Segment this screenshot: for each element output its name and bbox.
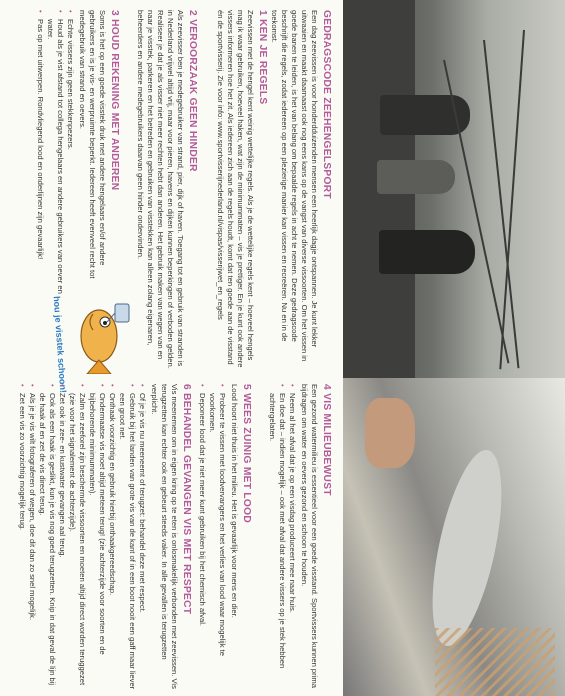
section-4-list xyxy=(267,384,297,690)
fish-shape xyxy=(419,444,515,651)
landing-net xyxy=(435,628,555,696)
section-1 xyxy=(213,10,269,374)
list-item: • Houd als je vist afstand tot collega hengelaars en andere gebruikers van oever en water. xyxy=(45,10,65,296)
list-item: • Deponeer lood dat je niet meer kunt gebruiken bij het chemisch afval. xyxy=(197,384,207,690)
section-4 xyxy=(265,384,333,690)
section-4-title: 4 VIS MILIEUBEWUST xyxy=(321,384,332,496)
list-item: • Zet een vis zo voorzichtig mogelijk terug. xyxy=(17,384,27,690)
section-5-title: 5 WEES ZUINIG MET LOOD xyxy=(241,384,252,524)
anglers-boat-photo xyxy=(343,0,565,378)
fish-in-net-photo xyxy=(343,378,565,696)
section-3-body: Soms is het op een goede visstek druk met andere hengelaars en/of andere gebruikers en is je vis- en werpruimte beperkt. Iedereen heeft evenveel recht tot medegebruik van strand en oevers. xyxy=(78,10,107,279)
section-6 xyxy=(15,384,193,690)
intro-title: GEDRAGSCODE ZEEHENGELSPORT xyxy=(321,10,332,199)
list-item: • Echte vissers zijn geen stekkenpezers. xyxy=(65,10,75,296)
section-5 xyxy=(195,384,253,690)
angler-figure xyxy=(379,230,475,274)
section-6-list xyxy=(17,384,147,690)
list-item: • Onthaak voorzichtig en gebruik hierbij onthaakgereedschap. xyxy=(107,384,117,690)
list-item: • Ook als een haak is geslikt, kun je vis nog goed terugzetten. Knip in dat geval de lijn bij de haak af en zet de vis direct terug. xyxy=(37,384,57,690)
section-4-body: Een gezond watermilieu is essentieel voor een goede visstand. Sportvissers kunnen prima bijdragen om water en oevers gezond en schoon te houden. xyxy=(300,384,319,688)
fish-mascot-illustration xyxy=(67,300,137,374)
section-3 xyxy=(33,10,121,296)
list-item: • Probeer te vissen met loodvervangers en het verlies van lood waar mogelijk te voorkomen. xyxy=(207,384,227,690)
section-2 xyxy=(133,10,199,374)
section-2-body: Als zeevisser ben je medegebruiker van strand, pier, dijk of haven. Toegang tot en gebruik van stranden is in Nederland vrijwel altijd vrij, maar voor pieren, havens en dijken kunnen beperkingen of verboden gelden. Realiseer je dat je als visser niet meer rechten hebt dan anderen. Het gebruik maken van wegen van en naar je visstek, parkeren en het betreden en gebruiken van visstekken kan alleen zolang eigenaren, beheerders en andere medegebruikers daarvan geen hinder ondervinden. xyxy=(136,10,185,369)
section-1-body: Zeevissen met de hengel kent weinig wettelijke regels. Als je de wettelijke regels kent – hoeveel hengels mag ik waar gebruiken, hoeveel haken, wat zijn de minimummaten – vis je prettiger. En je kunt ook andere vissers informeren hoe het zit. Als iedereen zich aan de regels houdt, komt dat ten goede aan de visstand én de sportvisserij. Zie voor info: www.sportvisserijnederland.nl/vispas/visserijwet_en_regels xyxy=(216,10,255,368)
angler-figure xyxy=(377,160,455,194)
section-6-body: Vis meenemen om in eigen kring op te eten is onlosmakelijk verbonden met zeevissen. Vis terugzetten kan echter ook en gebeurt steeds vaker. In alle gevallen is terugzetten verplicht. xyxy=(150,384,179,689)
list-item: • Als je je vis wilt fotograferen of wegen, doe dit dan zo snel mogelijk. xyxy=(27,384,37,690)
slogan-text: hou je visstek schoon! xyxy=(51,295,69,394)
list-item: • Gebruik bij het landen van grote vis van de kant of in een boot nooit een gaff maar liever een groot net. xyxy=(117,384,137,690)
intro-block xyxy=(267,10,333,374)
section-5-list xyxy=(197,384,227,690)
fishing-rod xyxy=(483,40,519,368)
section-3-title: 3 HOUD REKENING MET ANDEREN xyxy=(109,10,120,191)
section-1-title: 1 KEN JE REGELS xyxy=(257,10,268,105)
section-3-list xyxy=(35,10,75,296)
section-6-title: 6 BEHANDEL GEVANGEN VIS MET RESPECT xyxy=(181,384,192,615)
intro-body: Een dag zeevissen is voor honderdduizenden mensen een heerlijk dagje ontspannen. Je kunt lekker uitwaaien en maakt daarnaast ook nog eens kans op de vangst van diverse vissoorten. Om het vissen in goede banen te leiden, is het van belang om bepaalde regels in acht te nemen. Deze gedragscode beschrijft die regels, zodat iedereen op een plezierige manier kan vissen en recreëren. Nu en in de toekomst. xyxy=(270,10,319,362)
list-item: • Zet ook in zee- en kustwater gevangen aal terug. xyxy=(57,384,67,690)
section-2-title: 2 VEROORZAAK GEEN HINDER xyxy=(187,10,198,172)
list-item: • En doe dat – indien mogelijk – ook met afval dat andere vissers op je stek hebben achtergelaten. xyxy=(267,384,287,690)
section-5-body: Lood hoort niet thuis in het milieu. Het is gevaarlijk voor mens en dier. xyxy=(230,384,239,618)
hand-shape xyxy=(365,398,415,468)
list-item: • Neem al het afval dat je op een visdag produceert mee naar huis. xyxy=(287,384,297,690)
right-column xyxy=(0,378,565,696)
list-item: • Ondermaatse vis moet altijd meteen terug! (zie achterzijde voor soorten en de bijbehorende minimummaten). xyxy=(87,384,107,690)
list-item: • Of je je vis nu meeneemt of terugzet: behandel deze met respect. xyxy=(137,384,147,690)
list-item: • Pas op met uitwerpen. Rondvliegend lood en onderlijnen zijn gevaarlijk! xyxy=(35,10,45,296)
list-item: • Zalm en zeeforel zijn beschermde vissoorten en moeten altijd direct worden teruggezet (zie voor het signalement de achterzijde). xyxy=(67,384,87,690)
fishing-rod xyxy=(443,60,509,364)
